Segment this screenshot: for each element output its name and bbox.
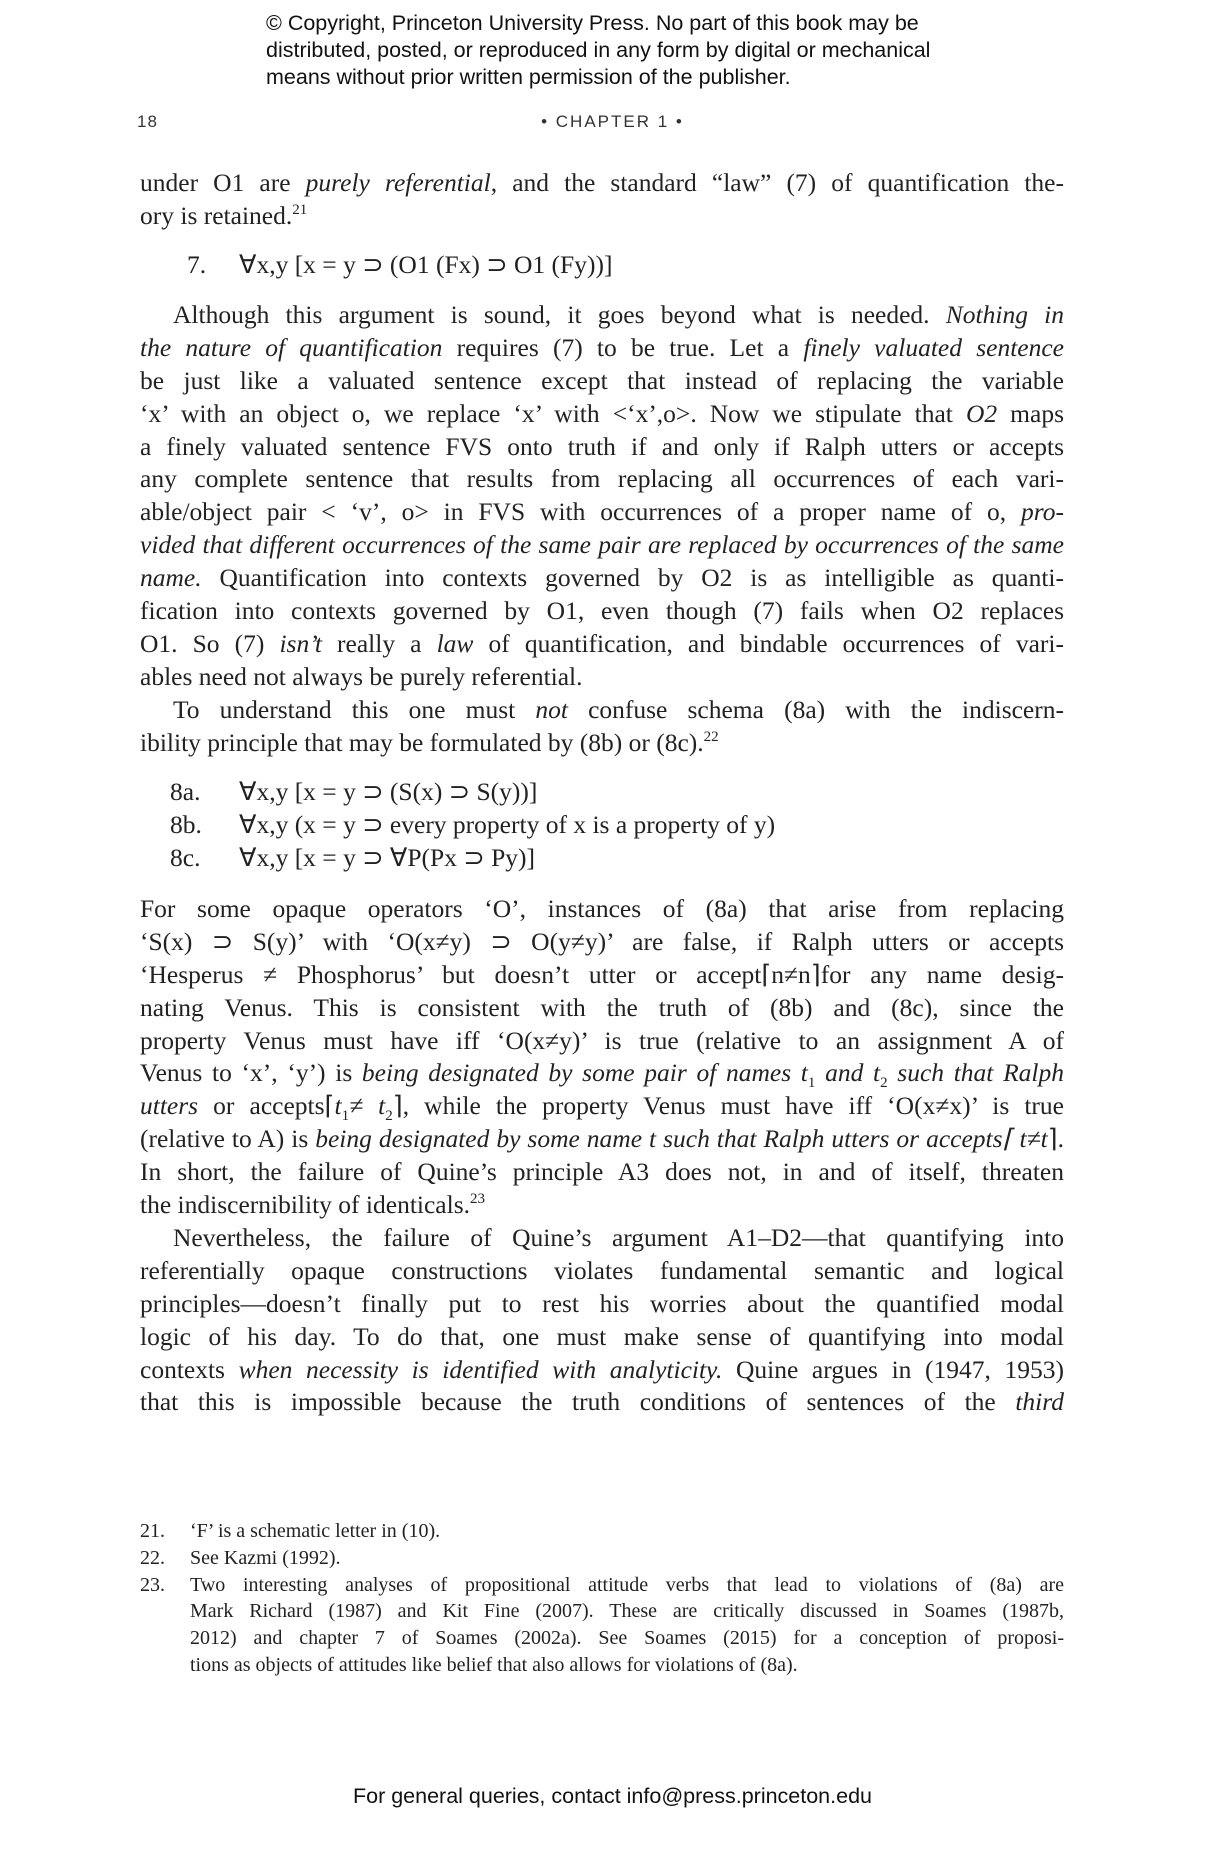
text-line	[140, 1090, 1064, 1123]
text-line	[140, 893, 1064, 926]
text-run: fication into contexts governed by O1, even though (7) fails when O2 replaces	[140, 596, 1064, 626]
text-run: under O1 are	[140, 168, 306, 197]
italic-text: finely valuated sentence	[803, 332, 1064, 362]
text-line	[140, 398, 1064, 431]
italic-text: O2	[965, 398, 998, 428]
text-run: Quine argues in (1947, 1953)	[722, 1354, 1064, 1384]
text-run: really a	[321, 628, 437, 658]
copyright-notice	[266, 10, 930, 91]
schema-number: 8b.	[170, 810, 202, 839]
formula-text: ∀x,y [x = y ⊃ (O1 (Fx) ⊃ O1 (Fy))]	[239, 250, 613, 279]
subscript: 2	[385, 1108, 393, 1125]
italic-text: being designated by some name t such that Ralph utters or accepts⌈ t≠t	[315, 1124, 1048, 1154]
schema-formula: ∀x,y (x = y ⊃ every property of x is a property of y)	[239, 810, 776, 839]
italic-text: pro-	[1021, 497, 1064, 527]
text-line	[140, 1222, 1064, 1255]
italic-text: isn’t	[279, 628, 322, 658]
footnote	[140, 1572, 1064, 1679]
italic-text: utters	[140, 1091, 199, 1121]
text-line	[140, 332, 1064, 365]
text-run: able/object pair < ‘v’, o> in FVS with occurrences of a proper name of o,	[140, 497, 1022, 527]
text-line	[140, 365, 1064, 398]
paragraph-1	[140, 167, 1064, 233]
text-run: of quantification, and bindable occurrences of vari-	[473, 628, 1064, 658]
text-run: logic of his day. To do that, one must make sense of quantifying into modal	[140, 1321, 1064, 1351]
text-run: To understand this one must	[173, 695, 536, 724]
text-line	[140, 431, 1064, 464]
footnote-text: 2012) and chapter 7 of Soames (2002a). See Soames (2015) for a conception of proposi-	[190, 1627, 1064, 1650]
footnote-text: See Kazmi (1992).	[190, 1546, 341, 1569]
text-line	[140, 926, 1064, 959]
running-head: • CHAPTER 1 •	[541, 112, 684, 131]
text-run: ‘S(x) ⊃ S(y)’ with ‘O(x≠y) ⊃ O(y≠y)’ are false, if Ralph utters or accepts	[140, 926, 1064, 956]
italic-text: law	[436, 628, 474, 658]
text-run: ‘x’ with an object o, we replace ‘x’ with <‘x’,o>. Now we stipulate that	[140, 398, 966, 428]
text-line	[140, 1057, 1064, 1090]
text-line	[140, 167, 1064, 200]
copyright-line: © Copyright, Princeton University Press. No part of this book may be	[266, 11, 919, 35]
text-line	[140, 496, 1064, 529]
footnote-text: ‘F’ is a schematic letter in (10).	[190, 1520, 441, 1542]
text-run: (relative to A) is	[140, 1124, 316, 1154]
footnote	[140, 1545, 1064, 1572]
footnote-number: 21.	[140, 1520, 165, 1542]
text-run: property Venus must have iff ‘O(x≠y)’ is true (relative to an assignment A of	[140, 1025, 1064, 1055]
italic-text: being designated by some pair of names t	[361, 1058, 808, 1088]
footnote-number: 22.	[140, 1546, 165, 1569]
text-run: Venus to ‘x’, ‘y’) is	[140, 1058, 362, 1088]
text-line	[140, 1025, 1064, 1058]
text-line	[140, 1354, 1064, 1387]
italic-text: not	[535, 695, 568, 724]
text-run: be just like a valuated sentence except that instead of replacing the variable	[140, 365, 1064, 395]
paragraph-5	[140, 1222, 1064, 1419]
text-run: Quantification into contexts governed by O2 is as intelligible as quanti-	[201, 563, 1064, 593]
text-run: ⌉.	[1047, 1124, 1064, 1154]
footnotes	[140, 1518, 1064, 1679]
text-run: any complete sentence that results from replacing all occurrences of each vari-	[140, 464, 1064, 494]
text-run: contexts	[140, 1354, 239, 1384]
schema-formula: ∀x,y [x = y ⊃ (S(x) ⊃ S(y))]	[239, 777, 538, 806]
text-run: In short, the failure of Quine’s principle A3 does not, in and of itself, threaten	[140, 1157, 1064, 1187]
page-number: 18	[137, 112, 158, 131]
footnote-text: tions as objects of attitudes like belief that also allows for violations of (8a).	[190, 1653, 798, 1676]
text-line	[140, 200, 1064, 233]
text-line	[140, 1156, 1064, 1189]
text-line	[140, 694, 1064, 727]
footnote-ref[interactable]: 21	[292, 201, 308, 218]
text-run: Although this argument is sound, it goes beyond what is needed.	[173, 300, 946, 329]
text-run: that this is impossible because the truth conditions of sentences of the	[140, 1387, 1016, 1417]
italic-text: such that Ralph	[887, 1058, 1064, 1088]
paragraph-3	[140, 694, 1064, 760]
italic-text: name.	[140, 563, 202, 593]
footnote-text: Two interesting analyses of propositional attitude verbs that lead to violations of (8a) are	[190, 1573, 1064, 1596]
subscript: 2	[880, 1075, 888, 1092]
subscript: 1	[807, 1075, 816, 1092]
text-line	[140, 463, 1064, 496]
text-run: maps	[997, 398, 1064, 428]
text-run: requires (7) to be true. Let a	[442, 332, 804, 362]
text-run: , and the standard “law” (7) of quantification the-	[490, 168, 1064, 197]
text-line	[140, 661, 1064, 694]
text-run: Nevertheless, the failure of Quine’s argument A1–D2—that quantifying into	[173, 1223, 1064, 1252]
text-run: confuse schema (8a) with the indiscern-	[567, 695, 1064, 724]
text-run: ‘Hesperus ≠ Phosphorus’ but doesn’t utter or accept⌈n≠n⌉for any name desig-	[140, 959, 1064, 989]
schema-formula: ∀x,y [x = y ⊃ ∀P(Px ⊃ Py)]	[239, 843, 536, 872]
italic-text: vided that different occurrences of the same pair are replaced by occurrences of the same	[140, 530, 1064, 560]
text-line	[140, 529, 1064, 562]
text-run: a finely valuated sentence FVS onto truth if and only if Ralph utters or accepts	[140, 431, 1064, 461]
copyright-line: means without prior written permission of the publisher.	[266, 65, 791, 89]
footnote-ref[interactable]: 22	[703, 728, 719, 745]
text-line	[140, 992, 1064, 1025]
text-run: ibility principle that may be formulated by (8b) or (8c).	[140, 727, 704, 757]
text-line	[140, 1386, 1064, 1419]
text-line	[140, 959, 1064, 992]
formula-number: 7.	[187, 250, 207, 279]
text-run: the indiscernibility of identicals.	[140, 1190, 471, 1220]
schema-number: 8a.	[170, 777, 201, 806]
text-run: ory is retained.	[140, 200, 293, 230]
text-run: nating Venus. This is consistent with the truth of (8b) and (8c), since the	[140, 992, 1064, 1022]
italic-text: third	[1015, 1387, 1064, 1417]
paragraph-4	[140, 893, 1064, 1222]
italic-text: purely referential	[305, 168, 491, 197]
schema-number: 8c.	[170, 843, 201, 872]
text-run: ⌉, while the property Venus must have iff ‘O(x≠x)’ is true	[392, 1091, 1064, 1121]
text-run: For some opaque operators ‘O’, instances of (8a) that arise from replacing	[140, 894, 1064, 923]
paragraph-2	[140, 299, 1064, 694]
text-line	[140, 1255, 1064, 1288]
italic-text: Nothing in	[945, 300, 1064, 329]
copyright-line: distributed, posted, or reproduced in any form by digital or mechanical	[266, 38, 931, 62]
footnote-number: 23.	[140, 1573, 165, 1596]
italic-text: and t	[815, 1058, 881, 1088]
footnote-ref[interactable]: 23	[470, 1191, 486, 1208]
text-line	[140, 1321, 1064, 1354]
text-run: referentially opaque constructions violates fundamental semantic and logical	[140, 1255, 1064, 1285]
italic-text: t	[334, 1091, 342, 1121]
text-line	[140, 299, 1064, 332]
text-line	[140, 727, 1064, 760]
text-line	[140, 1288, 1064, 1321]
text-line	[140, 562, 1064, 595]
subscript: 1	[341, 1108, 350, 1125]
footnote-text: Mark Richard (1987) and Kit Fine (2007). These are critically discussed in Soames (1987b,	[190, 1600, 1064, 1623]
footer-contact: For general queries, contact info@press.princeton.edu	[352, 1784, 872, 1808]
text-run: O1. So (7)	[140, 628, 280, 658]
text-line	[140, 628, 1064, 661]
text-line	[140, 1123, 1064, 1156]
text-run: ables need not always be purely referential.	[140, 661, 583, 691]
text-run: principles—doesn’t finally put to rest his worries about the quantified modal	[140, 1288, 1064, 1318]
italic-text: the nature of quantification	[140, 332, 443, 362]
text-line	[140, 1189, 1064, 1222]
italic-text: ≠ t	[349, 1091, 386, 1121]
italic-text: when necessity is identified with analyticity.	[238, 1354, 723, 1384]
footnote	[140, 1518, 1064, 1545]
text-line	[140, 595, 1064, 628]
text-run: or accepts⌈	[198, 1091, 335, 1121]
